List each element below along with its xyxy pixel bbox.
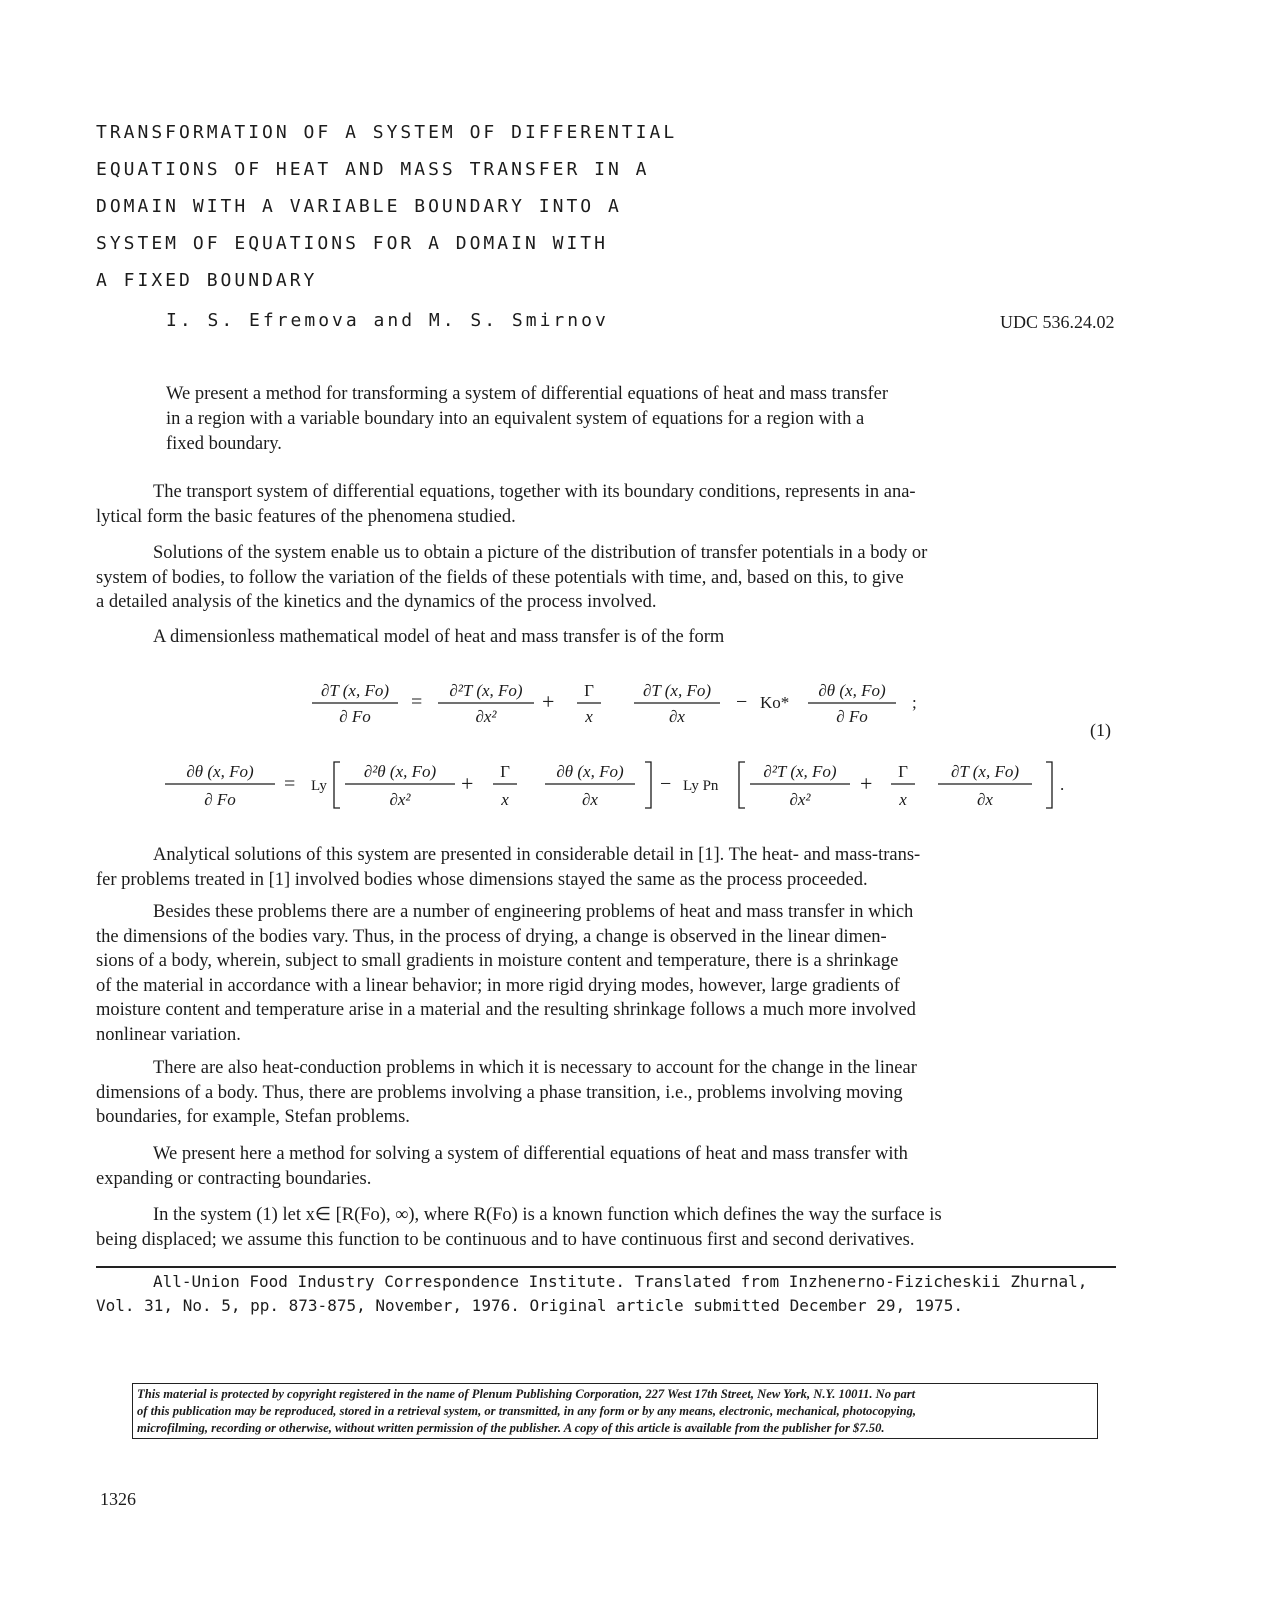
eq2-coef-ly: Ly (311, 778, 327, 794)
paragraph-line: A dimensionless mathematical model of heat and mass transfer is of the form (153, 627, 725, 647)
eq2-a3-den: ∂x (582, 790, 598, 809)
footnote-divider (96, 1266, 1116, 1268)
authors: I. S. Efremova and M. S. Smirnov (166, 310, 609, 331)
footnote (96, 1270, 1136, 1318)
svg-text:+: + (542, 689, 555, 714)
paragraph-line: moisture content and temperature arise in a material and the resulting shrinkage follows a much more involved (96, 1000, 916, 1020)
paragraph-line: We present here a method for solving a system of differential equations of heat and mass transfer with (153, 1144, 908, 1164)
svg-text:=: = (284, 773, 296, 795)
eq1-t2-den: x (585, 707, 593, 726)
paragraph-line: Analytical solutions of this system are presented in considerable detail in [1]. The heat- and mass-trans- (153, 845, 921, 865)
eq2-b2-den: x (899, 790, 907, 809)
eq1-t4-num: ∂θ (x, Fo) (818, 681, 886, 700)
paragraph-line: Solutions of the system enable us to obtain a picture of the distribution of transfer potentials in a body or (153, 543, 928, 563)
paragraph-line: sions of a body, wherein, subject to small gradients in moisture content and temperature, there is a shrinkage (96, 951, 899, 971)
eq2-a1-den: ∂x² (389, 790, 411, 809)
paragraph-line: the dimensions of the bodies vary. Thus, in the process of drying, a change is observed in the linear dimen- (96, 926, 887, 947)
paragraph-8 (96, 1203, 1141, 1252)
svg-text:−: − (736, 691, 748, 713)
svg-text:=: = (411, 691, 423, 713)
eq1-lhs-num: ∂T (x, Fo) (320, 681, 390, 700)
paragraph-line: expanding or contracting boundaries. (96, 1168, 372, 1189)
paragraph-line: fer problems treated in [1] involved bodies whose dimensions stayed the same as the process proceeded. (96, 869, 868, 890)
eq1-t1-num: ∂²T (x, Fo) (449, 681, 523, 700)
eq2-lhs-den: ∂ Fo (204, 790, 236, 809)
paragraph-line: nonlinear variation. (96, 1024, 241, 1045)
eq2-coef-lypn: Ly Pn (683, 778, 719, 794)
paragraph-3 (96, 625, 1141, 650)
paragraph-line: lytical form the basic features of the phenomena studied. (96, 506, 516, 527)
title-line: TRANSFORMATION OF A SYSTEM OF DIFFERENTIAL (96, 122, 678, 143)
eq1-coef-ko: Ko* (760, 693, 790, 712)
footnote-line: All-Union Food Industry Correspondence Institute. Translated from Inzhenerno-Fizicheskii Zhurnal, (153, 1272, 1088, 1291)
svg-text:−: − (660, 773, 672, 795)
paragraph-2 (96, 541, 1141, 615)
paragraph-1 (96, 480, 1141, 529)
copyright-line: of this publication may be reproduced, stored in a retrieval system, or transmitted, in any form or by any means, electronic, mechanical, photocopying, (137, 1404, 917, 1418)
paragraph-line: of the material in accordance with a linear behavior; in more rigid drying modes, however, large gradients of (96, 975, 900, 996)
equation-system-1 (0, 670, 1261, 820)
page-number: 1326 (100, 1489, 136, 1509)
udc-code: UDC 536.24.02 (1000, 312, 1115, 332)
title-line: DOMAIN WITH A VARIABLE BOUNDARY INTO A (96, 196, 622, 217)
equation-number: (1) (1090, 720, 1111, 740)
title-line: A FIXED BOUNDARY (96, 270, 318, 291)
footnote-line: Vol. 31, No. 5, pp. 873-875, November, 1976. Original article submitted December 29, 1975. (96, 1296, 963, 1315)
article-title (96, 114, 816, 299)
paragraph-line: The transport system of differential equations, together with its boundary conditions, represents in ana- (153, 482, 916, 502)
title-line: SYSTEM OF EQUATIONS FOR A DOMAIN WITH (96, 233, 608, 254)
abstract-line: fixed boundary. (166, 434, 282, 454)
eq1-t1-den: ∂x² (475, 707, 497, 726)
eq1-lhs-den: ∂ Fo (339, 707, 371, 726)
paragraph-7 (96, 1142, 1141, 1191)
copyright-line: This material is protected by copyright registered in the name of Plenum Publishing Corporation, 227 West 17th Street, New York, N.Y. 10011. No part (137, 1387, 916, 1401)
eq1-t3-num: ∂T (x, Fo) (642, 681, 712, 700)
paragraph-line: being displaced; we assume this function to be continuous and to have continuous first and second derivatives. (96, 1229, 915, 1250)
eq2-end: . (1060, 775, 1065, 794)
eq1-t3-den: ∂x (669, 707, 685, 726)
eq1-t2-num: Γ (584, 681, 594, 700)
title-line: EQUATIONS OF HEAT AND MASS TRANSFER IN A (96, 159, 650, 180)
paragraph-6 (96, 1056, 1141, 1130)
paragraph-line: In the system (1) let x∈ [R(Fo), ∞), where R(Fo) is a known function which defines the way the surface is (153, 1205, 942, 1225)
paragraph-line: Besides these problems there are a number of engineering problems of heat and mass transfer in which (153, 902, 914, 922)
abstract-line: in a region with a variable boundary into an equivalent system of equations for a region with a (166, 409, 865, 429)
eq2-lhs-num: ∂θ (x, Fo) (186, 762, 254, 781)
copyright-notice (132, 1383, 1098, 1439)
eq2-b1-num: ∂²T (x, Fo) (763, 762, 837, 781)
paragraph-4 (96, 843, 1141, 892)
paragraph-5 (96, 900, 1141, 1047)
svg-text:+: + (860, 771, 873, 796)
eq2-b2-num: Γ (898, 762, 908, 781)
paragraph-line: dimensions of a body. Thus, there are problems involving a phase transition, i.e., problems involving moving (96, 1082, 903, 1103)
eq2-a1-num: ∂²θ (x, Fo) (363, 762, 437, 781)
paragraph-line: a detailed analysis of the kinetics and the dynamics of the process involved. (96, 592, 657, 612)
abstract-line: We present a method for transforming a system of differential equations of heat and mass transfer (166, 384, 889, 404)
eq2-b1-den: ∂x² (789, 790, 811, 809)
paragraph-line: system of bodies, to follow the variation of the fields of these potentials with time, and, based on this, to give (96, 567, 904, 588)
eq1-t4-den: ∂ Fo (836, 707, 868, 726)
abstract (166, 382, 1106, 457)
eq2-b3-num: ∂T (x, Fo) (950, 762, 1020, 781)
paragraph-line: There are also heat-conduction problems in which it is necessary to account for the change in the linear (153, 1058, 917, 1078)
eq2-a2-num: Γ (500, 762, 510, 781)
eq1-end: ; (912, 693, 917, 712)
copyright-line: microfilming, recording or otherwise, without written permission of the publisher. A copy of this article is available from the publisher for $7.50. (137, 1421, 885, 1435)
eq2-b3-den: ∂x (977, 790, 993, 809)
paragraph-line: boundaries, for example, Stefan problems. (96, 1107, 410, 1127)
svg-text:+: + (461, 771, 474, 796)
eq2-a2-den: x (501, 790, 509, 809)
eq2-a3-num: ∂θ (x, Fo) (556, 762, 624, 781)
